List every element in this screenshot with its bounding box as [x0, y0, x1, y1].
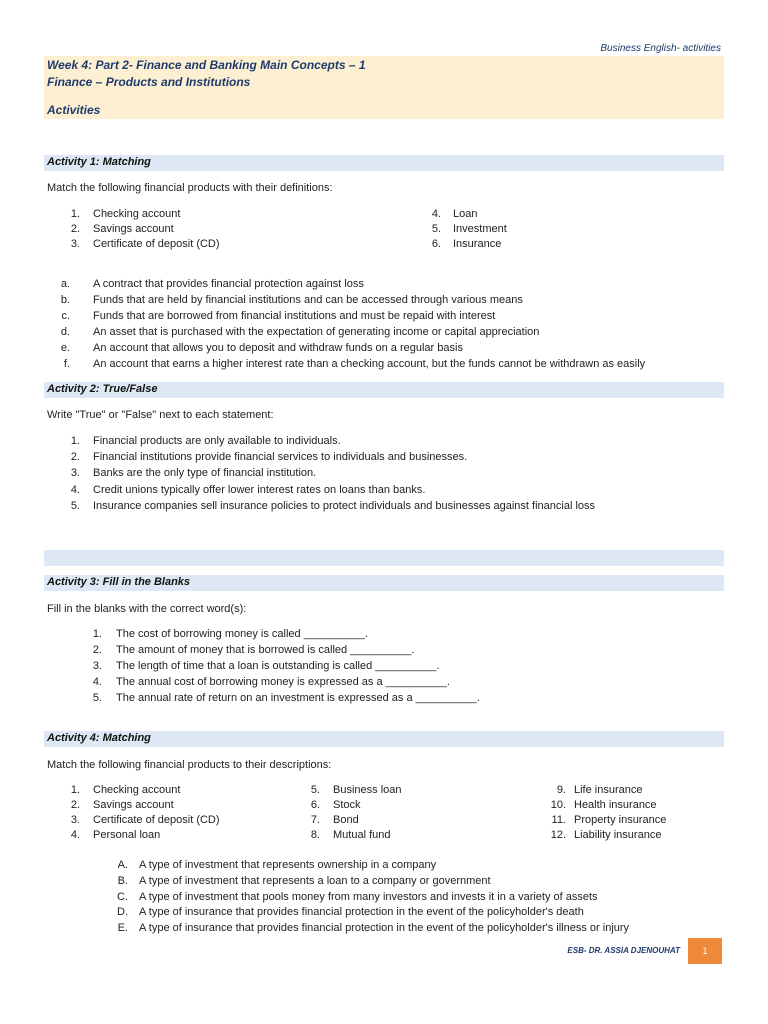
page-title: Week 4: Part 2- Finance and Banking Main Concepts – 1 — [47, 58, 366, 72]
activity-4-instruction: Match the following financial products to their descriptions: — [47, 759, 332, 771]
activity-1-heading: Activity 1: Matching — [47, 156, 151, 168]
activity-1-instruction: Match the following financial products with their definitions: — [47, 182, 333, 194]
footer-author: ESB- DR. ASSIA DJENOUHAT — [567, 946, 680, 955]
activity-3-instruction: Fill in the blanks with the correct word(s): — [47, 603, 247, 615]
activity-2-heading: Activity 2: True/False — [47, 383, 158, 395]
page-number: 1 — [688, 938, 722, 964]
page-subtitle: Finance – Products and Institutions — [47, 75, 251, 89]
activity-3-heading: Activity 3: Fill in the Blanks — [47, 576, 191, 588]
activity-3-heading-band — [44, 575, 724, 591]
activities-label: Activities — [47, 103, 101, 117]
activity-2-instruction: Write "True" or "False" next to each statement: — [47, 409, 274, 421]
activity-1-heading-band — [44, 155, 724, 171]
empty-band — [44, 550, 724, 566]
activity-4-heading: Activity 4: Matching — [47, 732, 151, 744]
title-box — [44, 56, 724, 119]
activity-4-heading-band — [44, 731, 724, 747]
activity-2-heading-band — [44, 382, 724, 398]
course-header: Business English- activities — [600, 43, 721, 54]
